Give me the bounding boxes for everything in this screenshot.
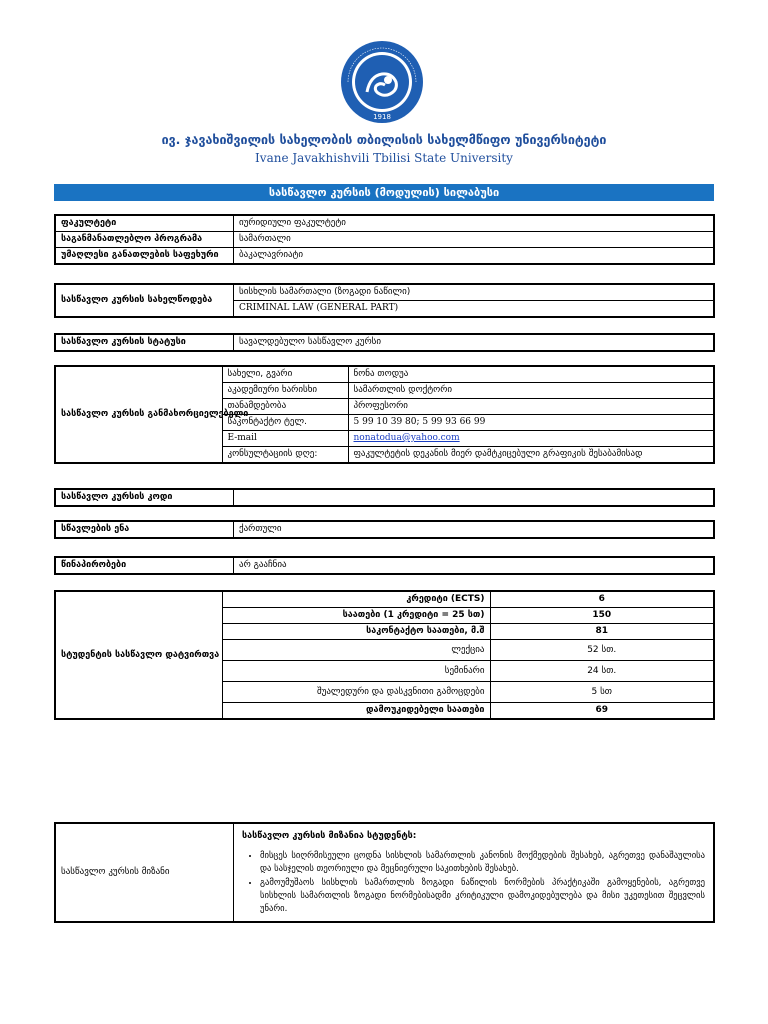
seal-year: 1918 (373, 113, 391, 121)
table-row (55, 334, 714, 351)
table-row (55, 215, 714, 232)
faculty-value: იურიდიული ფაკულტეტი (234, 215, 715, 232)
prerequisites-label: წინაპირობები (55, 557, 234, 574)
level-value: ბაკალავრიატი (234, 248, 715, 265)
coordinator-key: თანამდებობა (222, 399, 348, 415)
coordinator-value: სამართლის დოქტორი (348, 383, 714, 399)
course-name-en: CRIMINAL LAW (GENERAL PART) (234, 301, 715, 318)
workload-value: 150 (490, 608, 714, 624)
coordinator-key: აკადემიური ხარისხი (222, 383, 348, 399)
table-row (55, 557, 714, 574)
workload-key: კრედიტი (ECTS) (222, 591, 490, 608)
faculty-label: ფაკულტეტი (55, 215, 234, 232)
email-cell (348, 431, 714, 447)
workload-label: სტუდენტის სასწავლო დატვირთვა (55, 591, 222, 719)
workload-key: საკონტაქტო საათები, მ.შ (222, 624, 490, 640)
program-value: სამართალი (234, 232, 715, 248)
table-row (55, 248, 714, 265)
course-goal-list (242, 850, 705, 916)
coordinator-key: საკონტაქტო ტელ. (222, 415, 348, 431)
course-goal-content (234, 823, 715, 922)
workload-value: 81 (490, 624, 714, 640)
workload-value: 69 (490, 703, 714, 720)
course-code-label: სასწავლო კურსის კოდი (55, 489, 234, 506)
course-goal-table (54, 822, 715, 923)
table-row (55, 489, 714, 506)
coordinator-key: E-mail (222, 431, 348, 447)
coordinator-key: კონსულტაციის დღე: (222, 447, 348, 464)
workload-key: ლექცია (222, 640, 490, 661)
email-link[interactable]: nonatodua@yahoo.com (353, 433, 460, 443)
coordinator-key: სახელი, გვარი (222, 366, 348, 383)
university-name-en: Ivane Javakhishvili Tbilisi State University (255, 151, 513, 165)
workload-key: სემინარი (222, 661, 490, 682)
prerequisites-table (54, 556, 715, 575)
coordinator-label: სასწავლო კურსის განმახორციელებელი (55, 366, 222, 463)
table-row (55, 521, 714, 538)
list-item: • მისცეს სიღრმისეული ცოდნა სისხლის სამართლის კანონის მოქმედების შესახებ, აგრეთვე დანაშაულისა და სასჯელის თეორიული და მეცნიერული საკითხების შესახებ. (260, 850, 705, 876)
course-name-table (54, 283, 715, 318)
faculty-table (54, 214, 715, 265)
workload-key: დამოუკიდებელი საათები (222, 703, 490, 720)
list-item: • გამოუმუშაოს სისხლის სამართლის ზოგადი ნაწილის ნორმების პრაქტიკაში გამოყენების, აგრეთვე სისხლის სამართლის ზოგადი ნორმებისადმი კრიტიკული დამოკიდებულება და მისი უკეთესით შეცვლის უნარი. (260, 877, 705, 916)
course-code-table (54, 488, 715, 507)
workload-value: 52 სთ. (490, 640, 714, 661)
workload-value: 6 (490, 591, 714, 608)
course-goal-label: სასწავლო კურსის მიზანი (55, 823, 234, 922)
workload-key: შუალედური და დასკვნითი გამოცდები (222, 682, 490, 703)
course-status-table (54, 333, 715, 352)
table-row (55, 591, 714, 608)
coordinator-value: პროფესორი (348, 399, 714, 415)
table-row (55, 823, 714, 922)
program-label: საგანმანათლებლო პროგრამა (55, 232, 234, 248)
workload-table (54, 590, 715, 720)
phone-value: 5 99 10 39 80; 5 99 93 66 99 (348, 415, 714, 431)
table-row (55, 366, 714, 383)
workload-value: 24 სთ. (490, 661, 714, 682)
course-goal-heading: სასწავლო კურსის მიზანია სტუდენტს: (242, 831, 417, 841)
coordinator-value: ფაკულტეტის დეკანის მიერ დამტკიცებული გრაფიკის შესაბამისად (348, 447, 714, 464)
university-name-ka: ივ. ჯავახიშვილის სახელობის თბილისის სახელმწიფო უნივერსიტეტი (161, 132, 607, 147)
course-name-label: სასწავლო კურსის სახელწოდება (55, 284, 234, 317)
workload-value: 5 სთ (490, 682, 714, 703)
coordinator-value: ნონა თოდუა (348, 366, 714, 383)
syllabus-banner: სასწავლო კურსის (მოდულის) სილაბუსი (54, 184, 714, 201)
workload-key: საათები (1 კრედიტი = 25 სთ) (222, 608, 490, 624)
language-value: ქართული (234, 521, 715, 538)
prerequisites-value: არ გააჩნია (234, 557, 715, 574)
course-name-ka: სისხლის სამართალი (ზოგადი ნაწილი) (234, 284, 715, 301)
coordinator-table (54, 365, 715, 464)
level-label: უმაღლესი განათლების საფეხური (55, 248, 234, 265)
language-table (54, 520, 715, 539)
university-seal-logo (340, 40, 424, 124)
table-row (55, 232, 714, 248)
course-status-label: სასწავლო კურსის სტატუსი (55, 334, 234, 351)
table-row (55, 284, 714, 301)
course-status-value: სავალდებულო სასწავლო კურსი (234, 334, 715, 351)
course-code-value (234, 489, 715, 506)
language-label: სწავლების ენა (55, 521, 234, 538)
